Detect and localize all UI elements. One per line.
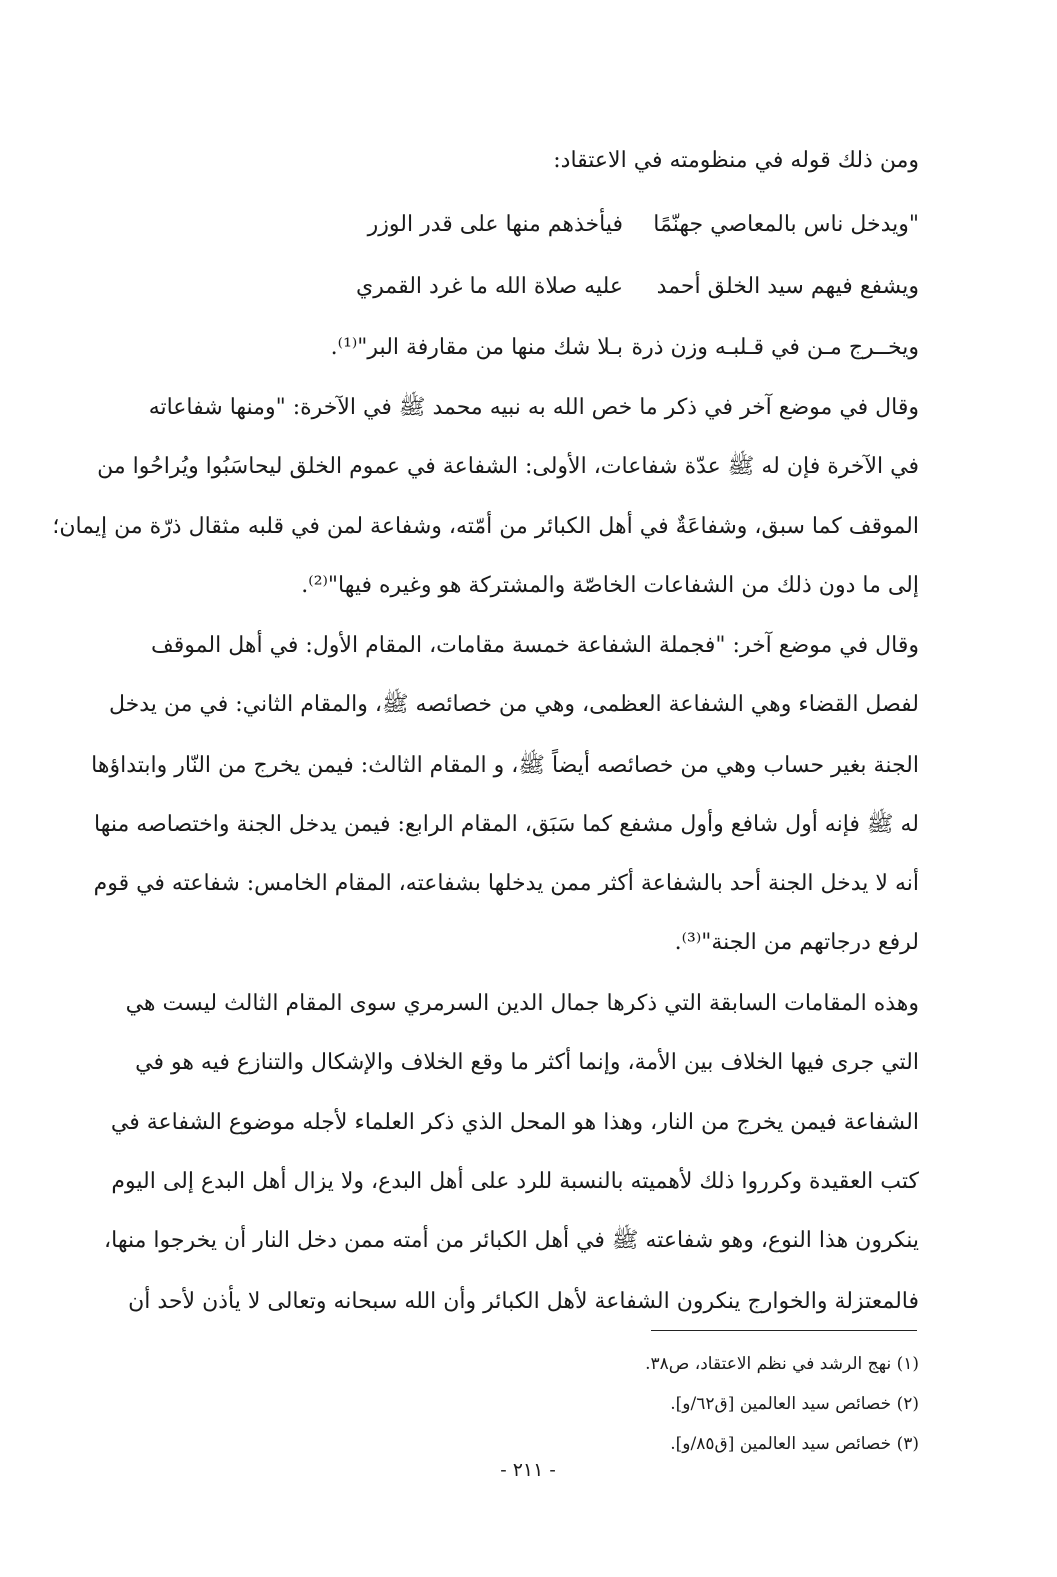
verse-hemistich: ويشفع فيهم سيد الخلق أحمد bbox=[656, 274, 919, 299]
verse-hemistich: فيأخذهم منها على قدر الوزر bbox=[367, 212, 623, 237]
body-line: لرفع درجاتهم من الجنة"⁽³⁾. bbox=[674, 930, 919, 955]
body-line: الموقف كما سبق، وشفاعَةٌ في أهل الكبائر من أمّته، وشفاعة لمن في قلبه مثقال ذرّة من إيمان؛ bbox=[52, 514, 919, 539]
body-line: ينكرون هذا النوع، وهو شفاعته ﷺ في أهل الكبائر من أمته ممن دخل النار أن يخرجوا منها، bbox=[104, 1228, 919, 1253]
body-line: الجنة بغير حساب وهي من خصائصه أيضاً ﷺ، و المقام الثالث: فيمن يخرج من النّار وابتداؤها bbox=[91, 753, 919, 778]
footnote-separator bbox=[651, 1330, 917, 1331]
verse-hemistich: "ويدخل ناس بالمعاصي جهنّمًا bbox=[653, 212, 919, 237]
verse-hemistich: عليه صلاة الله ما غرد القمري bbox=[356, 274, 623, 299]
body-line: التي جرى فيها الخلاف بين الأمة، وإنما أكثر ما وقع الخلاف والإشكال والتنازع فيه هو في bbox=[135, 1050, 919, 1075]
body-line: في الآخرة فإن له ﷺ عدّة شفاعات، الأولى: الشفاعة في عموم الخلق ليحاسَبُوا ويُراحُوا من bbox=[97, 454, 919, 479]
body-line: وقال في موضع آخر: "فجملة الشفاعة خمسة مقامات، المقام الأول: في أهل الموقف bbox=[151, 633, 919, 658]
body-line: وهذه المقامات السابقة التي ذكرها جمال الدين السرمري سوى المقام الثالث ليست هي bbox=[125, 991, 919, 1016]
body-line: الشفاعة فيمن يخرج من النار، وهذا هو المحل الذي ذكر العلماء لأجله موضوع الشفاعة في bbox=[110, 1110, 919, 1135]
body-line: أنه لا يدخل الجنة أحد بالشفاعة أكثر ممن يدخلها بشفاعته، المقام الخامس: شفاعته في قوم bbox=[93, 871, 919, 896]
footnote: (٣) خصائص سيد العالمين [ق٨٥/و]. bbox=[670, 1434, 919, 1454]
footnote: (١) نهج الرشد في نظم الاعتقاد، ص٣٨. bbox=[645, 1354, 919, 1374]
page-number: - ٢١١ - bbox=[500, 1459, 556, 1481]
footnote: (٢) خصائص سيد العالمين [ق٦٢/و]. bbox=[670, 1394, 919, 1414]
body-line: إلى ما دون ذلك من الشفاعات الخاصّة والمشتركة هو وغيره فيها"⁽²⁾. bbox=[301, 573, 919, 598]
body-line: لفصل القضاء وهي الشفاعة العظمى، وهي من خصائصه ﷺ، والمقام الثاني: في من يدخل bbox=[108, 692, 919, 717]
body-line: فالمعتزلة والخوارج ينكرون الشفاعة لأهل الكبائر وأن الله سبحانه وتعالى لا يأذن لأحد أن bbox=[128, 1289, 919, 1314]
verse-hemistich: بـلا شك منها من مقارفة البر"⁽¹⁾. bbox=[330, 335, 623, 360]
body-line: كتب العقيدة وكرروا ذلك لأهميته بالنسبة للرد على أهل البدع، ولا يزال أهل البدع إلى اليوم bbox=[111, 1169, 919, 1194]
intro-line: ومن ذلك قوله في منظومته في الاعتقاد: bbox=[553, 148, 919, 173]
body-line: له ﷺ فإنه أول شافع وأول مشفع كما سَبَق، المقام الرابع: فيمن يدخل الجنة واختصاصه منها bbox=[94, 812, 919, 837]
body-line: وقال في موضع آخر في ذكر ما خص الله به نبيه محمد ﷺ في الآخرة: "ومنها شفاعاته bbox=[148, 395, 919, 420]
verse-hemistich: ويخــرج مـن في قـلبـه وزن ذرة bbox=[631, 335, 919, 360]
